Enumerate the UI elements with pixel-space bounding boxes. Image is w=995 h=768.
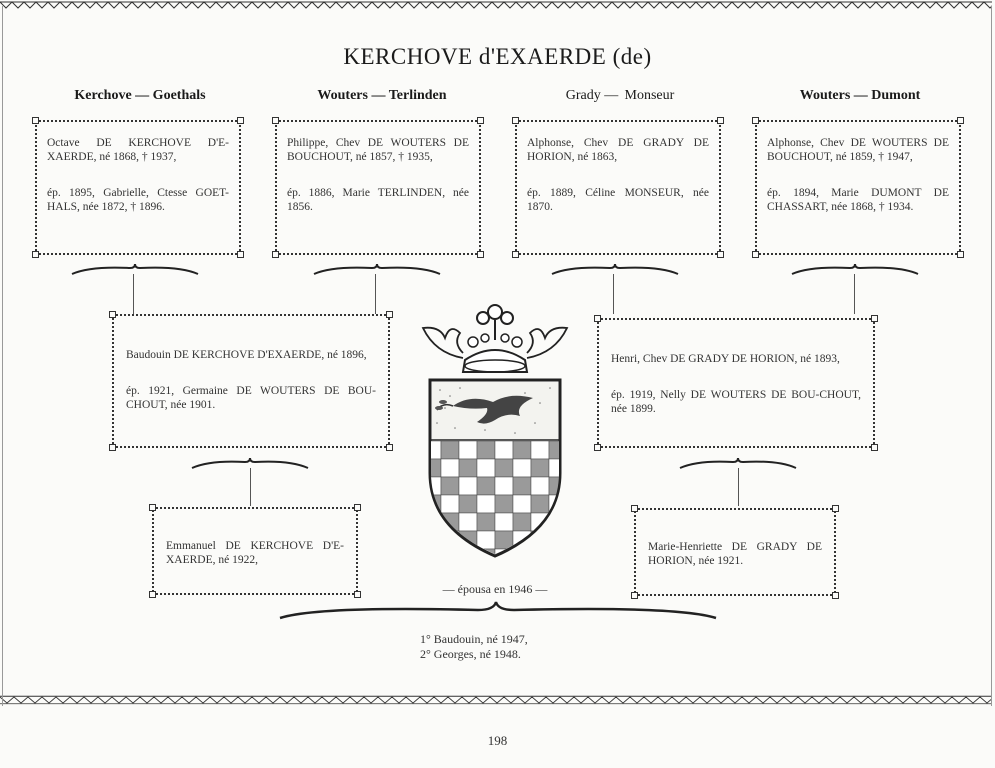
brace-1 xyxy=(70,262,200,278)
person-text: Alphonse, Chev DE GRADY DE HORION, né 1863, xyxy=(527,137,709,163)
brace-children xyxy=(278,600,718,624)
child-1: 1° Baudouin, né 1947, xyxy=(420,632,528,646)
grandparent-box-3 xyxy=(515,120,721,255)
connector-line-6 xyxy=(738,468,739,506)
marriage-text: ép. 1894, Marie DUMONT DE CHASSART, née 1868, † 1934. xyxy=(767,187,949,213)
marriage-text: ép. 1919, Nelly DE WOUTERS DE BOU-CHOUT, née 1899. xyxy=(611,389,861,415)
connector-line-4 xyxy=(854,274,855,314)
person-text: Henri, Chev DE GRADY DE HORION, né 1893, xyxy=(611,353,840,365)
column-heading-3: Grady — Monseur xyxy=(565,88,675,103)
column-heading-1: Kerchove — Goethals xyxy=(74,88,206,103)
grandparent-box-2 xyxy=(275,120,481,255)
connector-line-1 xyxy=(133,274,134,314)
person-text: Marie-Henriette DE GRADY DE HORION, née 1921. xyxy=(648,541,822,567)
page-number: 198 xyxy=(487,733,508,748)
grandparent-box-4 xyxy=(755,120,961,255)
child-2: 2° Georges, né 1948. xyxy=(420,647,521,661)
parent-box-right xyxy=(597,318,875,448)
coat-of-arms-icon xyxy=(415,298,575,560)
parent-box-left xyxy=(112,314,390,448)
couple-box-left xyxy=(152,507,358,595)
connector-line-2 xyxy=(375,274,376,314)
couple-box-right xyxy=(634,508,836,596)
person-text: Octave DE KERCHOVE D'E-XAERDE, né 1868, † 1937, xyxy=(47,137,229,163)
brace-2 xyxy=(312,262,442,278)
connector-line-3 xyxy=(613,274,614,314)
marriage-text: ép. 1895, Gabrielle, Ctesse GOET-HALS, née 1872, † 1896. xyxy=(47,187,229,213)
person-text: Philippe, Chev DE WOUTERS DE BOUCHOUT, né 1857, † 1935, xyxy=(287,137,469,163)
marriage-text: ép. 1886, Marie TERLINDEN, née 1856. xyxy=(287,187,469,213)
grandparent-box-1 xyxy=(35,120,241,255)
connector-line-5 xyxy=(250,468,251,506)
married-note: — épousa en 1946 — xyxy=(442,582,548,596)
person-text: Emmanuel DE KERCHOVE D'E-XAERDE, né 1922, xyxy=(166,540,344,566)
person-text: Baudouin DE KERCHOVE D'EXAERDE, né 1896, xyxy=(126,349,367,361)
brace-3 xyxy=(550,262,680,278)
brace-4 xyxy=(790,262,920,278)
column-heading-2: Wouters — Terlinden xyxy=(317,88,447,103)
page-title: KERCHOVE d'EXAERDE (de) xyxy=(343,44,652,69)
person-text: Alphonse, Chev DE WOUTERS DE BOUCHOUT, né 1859, † 1947, xyxy=(767,137,949,163)
marriage-text: ép. 1921, Germaine DE WOUTERS DE BOU-CHOUT, née 1901. xyxy=(126,385,376,411)
column-heading-4: Wouters — Dumont xyxy=(799,88,921,103)
marriage-text: ép. 1889, Céline MONSEUR, née 1870. xyxy=(527,187,709,213)
